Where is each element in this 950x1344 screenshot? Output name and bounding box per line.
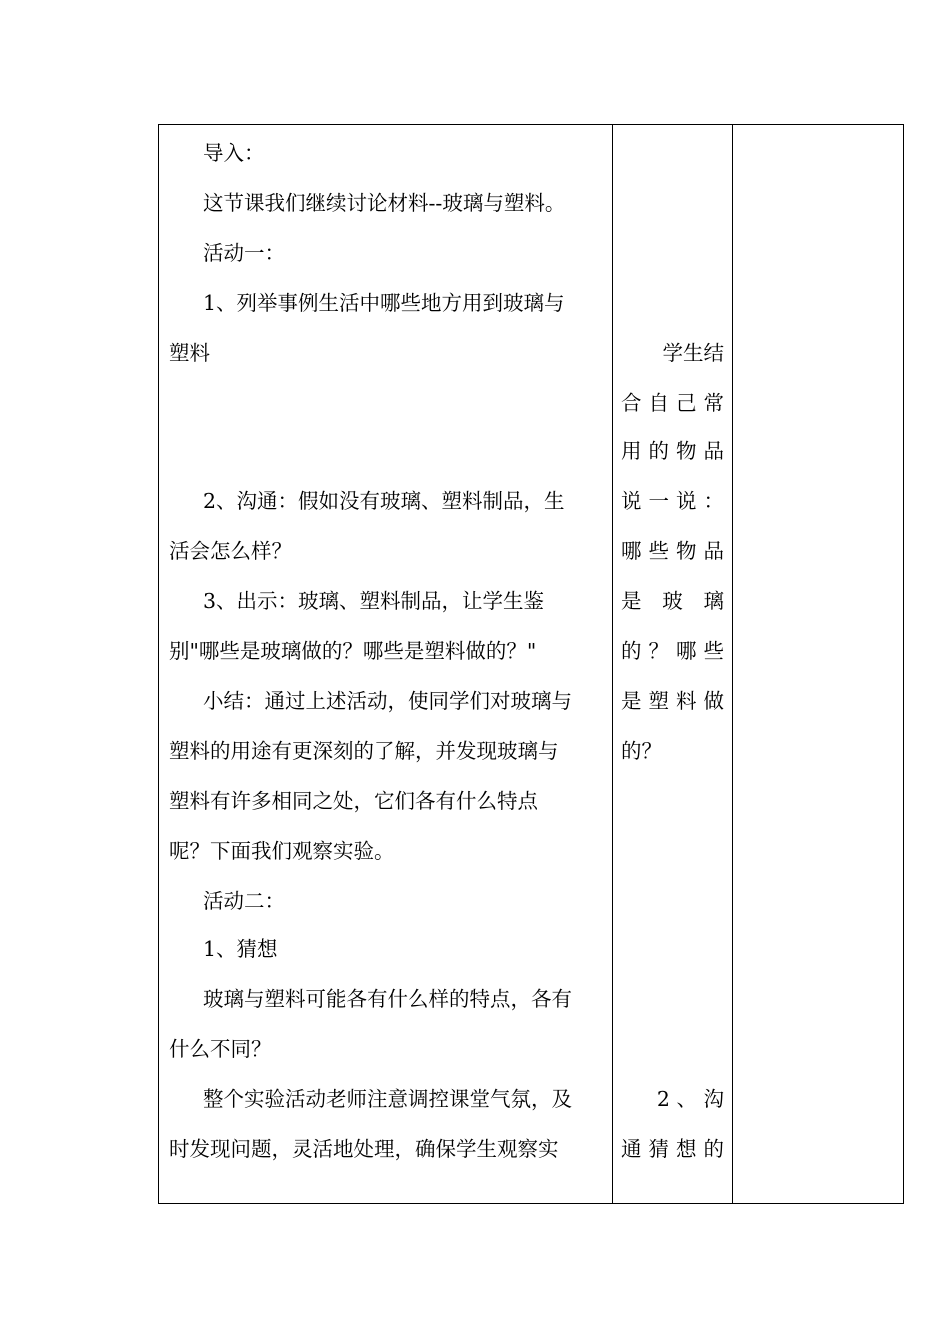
text-line: 2、沟通：假如没有玻璃、塑料制品，生 (203, 489, 565, 513)
text-line: 说一说： (621, 489, 724, 513)
text-line: 活会怎么样？ (169, 539, 292, 563)
text-line: 是 玻 璃 (621, 589, 724, 613)
text-line: 整个实验活动老师注意调控课堂气氛，及 (203, 1087, 572, 1111)
text-line: 这节课我们继续讨论材料--玻璃与塑料。 (203, 191, 566, 215)
text-line: 别"哪些是玻璃做的？哪些是塑料做的？" (169, 639, 537, 663)
text-line: 合自己常 (621, 391, 724, 415)
text-line: 活动一： (203, 241, 285, 265)
text-line: 哪些物品 (621, 539, 724, 563)
text-line: 是塑料做 (621, 689, 724, 713)
text-line: 用的物品 (621, 439, 724, 463)
text-line: 塑料有许多相同之处，它们各有什么特点 (169, 789, 538, 813)
text-line: 导入： (203, 141, 265, 165)
text-line: 玻璃与塑料可能各有什么样的特点，各有 (203, 987, 572, 1011)
text-line: 活动二： (203, 889, 285, 913)
text-line: 1、猜想 (203, 937, 278, 961)
text-line: 通猜想的 (621, 1137, 724, 1161)
text-line: 呢？下面我们观察实验。 (169, 839, 395, 863)
text-line: 学生结 (662, 341, 724, 365)
text-line: 塑料 (169, 341, 210, 365)
text-line: 2 、 沟 (656, 1087, 724, 1111)
teacher-activity-column (159, 125, 613, 1203)
lesson-plan-table-body (158, 124, 904, 1204)
text-line: 的？哪些 (621, 639, 724, 663)
text-line: 3、出示：玻璃、塑料制品，让学生鉴 (203, 589, 545, 613)
text-line: 小结：通过上述活动，使同学们对玻璃与 (203, 689, 572, 713)
text-line: 的？ (621, 739, 662, 763)
notes-column (733, 125, 903, 1203)
student-activity-column (613, 125, 733, 1203)
text-line: 塑料的用途有更深刻的了解，并发现玻璃与 (169, 739, 559, 763)
text-line: 什么不同？ (169, 1037, 272, 1061)
text-line: 1、列举事例生活中哪些地方用到玻璃与 (203, 291, 565, 315)
text-line: 时发现问题，灵活地处理，确保学生观察实 (169, 1137, 559, 1161)
